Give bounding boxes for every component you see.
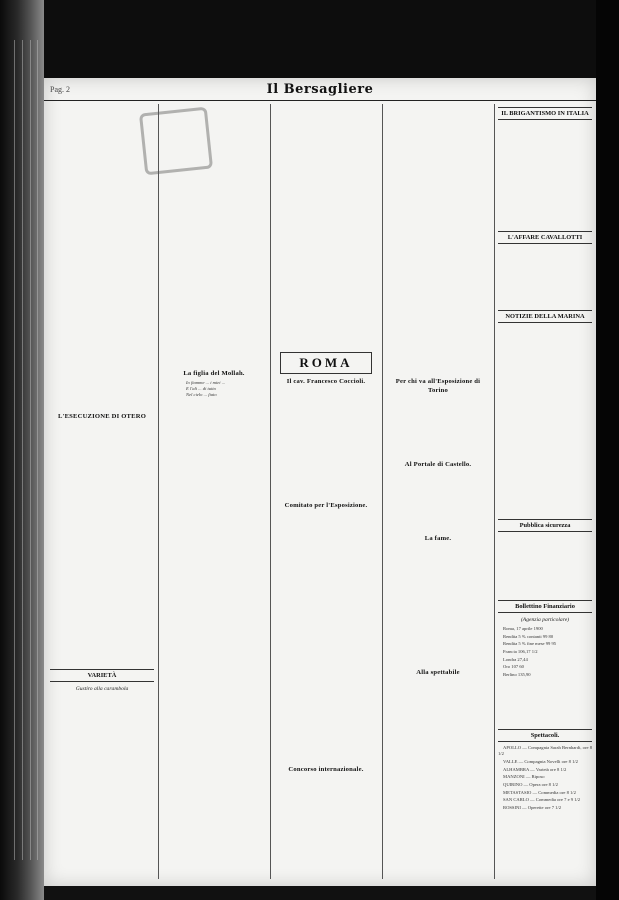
column-1-text-middle <box>50 423 154 667</box>
column-1-text-top <box>50 104 154 409</box>
heading-concorso: Concorso internazionale. <box>288 766 364 773</box>
newspaper-title: Il Bersagliere <box>266 82 374 97</box>
bollettino-line: Oro 107 60 <box>503 664 524 670</box>
column-5 <box>498 104 592 879</box>
heading-roma: ROMA <box>280 352 372 374</box>
spettacoli-lines <box>498 745 592 811</box>
column-rule <box>382 104 383 879</box>
heading-comitato-esposizione: Comitato per l'Esposizione. <box>284 502 368 509</box>
bollettino-line: Berlino 135,90 <box>503 671 531 677</box>
poem-lines <box>162 380 266 398</box>
column-3 <box>274 104 378 879</box>
subheading-bollettino: (Agenzia particolare) <box>520 617 570 623</box>
heading-esecuzione-otero: L'ESECUZIONE DI OTERO <box>57 412 147 420</box>
heading-portale-castello: Al Portale di Castello. <box>404 461 472 468</box>
heading-spettabile: Alla spettabile <box>416 669 460 676</box>
column-4 <box>386 104 490 879</box>
bollettino-line: Roma, 17 aprile 1900 <box>503 626 543 631</box>
spettacoli-line: QUIRINO — Opera ore 8 1/2 <box>503 781 558 787</box>
column-rule <box>494 104 495 879</box>
spettacoli-line: VALLE — Compagnia Novelli ore 8 1/2 <box>503 758 578 764</box>
poem-line: E l'ali ... di tutto <box>186 386 216 392</box>
heading-varieta: VARIETÀ <box>50 669 154 682</box>
spettacoli-line: APOLLO — Compagnia Sarah Bernhardt, ore 8 1/2 <box>498 745 592 757</box>
bollettino-line: Francia 106,17 1/2 <box>503 648 538 654</box>
heading-fame: La fame. <box>424 535 452 542</box>
spettacoli-line: MANZONI — Riposo <box>503 774 545 780</box>
book-binding <box>0 0 44 900</box>
spettacoli-line: METASTASIO — Commedia ore 8 1/2 <box>503 789 576 795</box>
subheading-varieta: Gustiro alla carambola <box>75 686 129 693</box>
newspaper-page <box>44 78 596 886</box>
poem-line: Nel cielo ... fiato <box>186 392 217 398</box>
column-rule <box>158 104 159 879</box>
heading-brigantismo: IL BRIGANTISMO IN ITALIA <box>498 107 592 120</box>
heading-spettacoli: Spettacoli. <box>498 729 592 742</box>
bollettino-line: Rendita 5 % fine mese 99 95 <box>503 641 557 647</box>
heading-affare-cavallotti: L'AFFARE CAVALLOTTI <box>498 231 592 244</box>
scan-top-border <box>0 0 619 78</box>
spettacoli-line: SAN CARLO — Commedia ore 7 e 9 1/2 <box>503 797 581 803</box>
bollettino-lines <box>498 626 592 678</box>
column-1 <box>50 104 154 879</box>
column-2 <box>162 104 266 879</box>
poem-line: Io fiamme ... i miei ... <box>186 380 226 385</box>
page-number: Pag. 2 <box>50 85 70 94</box>
heading-pubblica-sicurezza: Pubblica sicurezza <box>498 519 592 532</box>
spettacoli-line: ROSSINI — Operette ore 7 1/2 <box>503 804 562 810</box>
heading-notizie-marina: NOTIZIE DELLA MARINA <box>498 310 592 323</box>
heading-figlia-mollah: La figlia del Mollah. <box>183 370 245 377</box>
bollettino-line: Rendita 5 % contanti 99 80 <box>503 633 554 639</box>
heading-coccioli: Il cav. Francesco Coccioli. <box>286 378 366 385</box>
column-rule <box>270 104 271 879</box>
masthead <box>44 82 596 101</box>
spettacoli-line: ALHAMBRA — Varietà ore 8 1/2 <box>503 766 567 772</box>
heading-esposizione-torino: Per chi va all'Esposizione di Torino <box>395 378 481 394</box>
bollettino-line: Londra 27,44 <box>503 656 528 662</box>
heading-bollettino: Bollettino Finanziario <box>498 600 592 613</box>
scan-right-border <box>596 0 619 900</box>
